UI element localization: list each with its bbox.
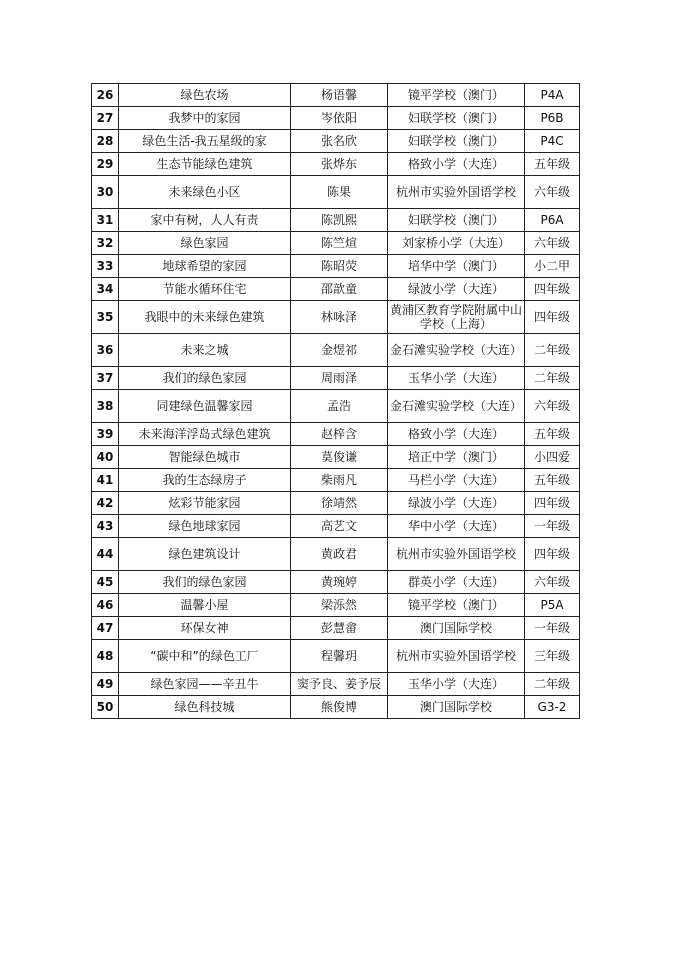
grade-cell: P4A	[525, 84, 580, 107]
row-number-cell: 46	[92, 594, 119, 617]
table-row	[92, 538, 580, 571]
author-cell: 熊俊博	[291, 696, 388, 719]
work-title-cell: 环保女神	[119, 617, 291, 640]
table-row	[92, 423, 580, 446]
row-number-cell: 32	[92, 232, 119, 255]
grade-cell: 六年级	[525, 571, 580, 594]
row-number-cell: 35	[92, 301, 119, 334]
author-cell: 岑依阳	[291, 107, 388, 130]
row-number-cell: 45	[92, 571, 119, 594]
author-cell: 徐靖然	[291, 492, 388, 515]
school-cell: 杭州市实验外国语学校	[388, 176, 525, 209]
table-row	[92, 571, 580, 594]
table-row	[92, 492, 580, 515]
work-title-cell: 绿色地球家园	[119, 515, 291, 538]
table-row	[92, 130, 580, 153]
school-cell: 华中小学（大连）	[388, 515, 525, 538]
author-cell: 梁泺然	[291, 594, 388, 617]
author-cell: 周雨泽	[291, 367, 388, 390]
school-cell: 澳门国际学校	[388, 617, 525, 640]
row-number-cell: 42	[92, 492, 119, 515]
row-number-cell: 28	[92, 130, 119, 153]
row-number-cell: 29	[92, 153, 119, 176]
school-cell: 格致小学（大连）	[388, 423, 525, 446]
row-number-cell: 38	[92, 390, 119, 423]
school-cell: 杭州市实验外国语学校	[388, 538, 525, 571]
table-row	[92, 446, 580, 469]
author-cell: 莫俊谦	[291, 446, 388, 469]
work-title-cell: 智能绿色城市	[119, 446, 291, 469]
author-cell: 邵歆童	[291, 278, 388, 301]
table-row	[92, 278, 580, 301]
school-cell: 金石滩实验学校（大连）	[388, 390, 525, 423]
work-title-cell: 未来绿色小区	[119, 176, 291, 209]
work-title-cell: 节能水循环住宅	[119, 278, 291, 301]
school-cell: 妇联学校（澳门）	[388, 107, 525, 130]
grade-cell: 三年级	[525, 640, 580, 673]
work-title-cell: 我的生态绿房子	[119, 469, 291, 492]
author-cell: 孟浩	[291, 390, 388, 423]
grade-cell: 六年级	[525, 390, 580, 423]
work-title-cell: 炫彩节能家园	[119, 492, 291, 515]
author-cell: 林咏泽	[291, 301, 388, 334]
grade-cell: 二年级	[525, 673, 580, 696]
school-cell: 培正中学（澳门）	[388, 446, 525, 469]
table-row	[92, 469, 580, 492]
work-title-cell: 温馨小屋	[119, 594, 291, 617]
work-title-cell: 绿色家园	[119, 232, 291, 255]
grade-cell: 六年级	[525, 176, 580, 209]
grade-cell: 五年级	[525, 423, 580, 446]
grade-cell: 小四爱	[525, 446, 580, 469]
award-list-table	[91, 83, 580, 719]
work-title-cell: 绿色家园——辛丑牛	[119, 673, 291, 696]
grade-cell: P6B	[525, 107, 580, 130]
author-cell: 张烨东	[291, 153, 388, 176]
table-row	[92, 640, 580, 673]
author-cell: 金煜祁	[291, 334, 388, 367]
table-row	[92, 84, 580, 107]
author-cell: 黄政君	[291, 538, 388, 571]
work-title-cell: 同建绿色温馨家园	[119, 390, 291, 423]
row-number-cell: 41	[92, 469, 119, 492]
row-number-cell: 36	[92, 334, 119, 367]
work-title-cell: 生态节能绿色建筑	[119, 153, 291, 176]
work-title-cell: 我们的绿色家园	[119, 367, 291, 390]
work-title-cell: 我梦中的家园	[119, 107, 291, 130]
grade-cell: G3-2	[525, 696, 580, 719]
author-cell: 张名欣	[291, 130, 388, 153]
school-cell: 妇联学校（澳门）	[388, 209, 525, 232]
table-row	[92, 153, 580, 176]
grade-cell: P4C	[525, 130, 580, 153]
table-row	[92, 176, 580, 209]
grade-cell: 二年级	[525, 334, 580, 367]
grade-cell: 小二甲	[525, 255, 580, 278]
school-cell: 群英小学（大连）	[388, 571, 525, 594]
grade-cell: 五年级	[525, 153, 580, 176]
row-number-cell: 40	[92, 446, 119, 469]
author-cell: 柴雨凡	[291, 469, 388, 492]
author-cell: 陈果	[291, 176, 388, 209]
author-cell: 黄琬婷	[291, 571, 388, 594]
author-cell: 赵梓含	[291, 423, 388, 446]
work-title-cell: “碳中和”的绿色工厂	[119, 640, 291, 673]
grade-cell: 五年级	[525, 469, 580, 492]
grade-cell: 四年级	[525, 301, 580, 334]
school-cell: 绿波小学（大连）	[388, 492, 525, 515]
work-title-cell: 绿色科技城	[119, 696, 291, 719]
school-cell: 镜平学校（澳门）	[388, 594, 525, 617]
school-cell: 妇联学校（澳门）	[388, 130, 525, 153]
grade-cell: 四年级	[525, 278, 580, 301]
table-row	[92, 617, 580, 640]
author-cell: 程馨玥	[291, 640, 388, 673]
table-row	[92, 232, 580, 255]
table-body	[92, 84, 580, 719]
row-number-cell: 49	[92, 673, 119, 696]
school-cell: 玉华小学（大连）	[388, 367, 525, 390]
author-cell: 窦予良、姜予辰	[291, 673, 388, 696]
author-cell: 杨语馨	[291, 84, 388, 107]
table-row	[92, 107, 580, 130]
grade-cell: 四年级	[525, 492, 580, 515]
row-number-cell: 43	[92, 515, 119, 538]
row-number-cell: 39	[92, 423, 119, 446]
work-title-cell: 我们的绿色家园	[119, 571, 291, 594]
work-title-cell: 我眼中的未来绿色建筑	[119, 301, 291, 334]
school-cell: 杭州市实验外国语学校	[388, 640, 525, 673]
work-title-cell: 未来之城	[119, 334, 291, 367]
row-number-cell: 48	[92, 640, 119, 673]
table-row	[92, 255, 580, 278]
row-number-cell: 44	[92, 538, 119, 571]
table-row	[92, 301, 580, 334]
school-cell: 黄浦区教育学院附属中山学校（上海）	[388, 301, 525, 334]
row-number-cell: 34	[92, 278, 119, 301]
row-number-cell: 27	[92, 107, 119, 130]
school-cell: 镜平学校（澳门）	[388, 84, 525, 107]
row-number-cell: 33	[92, 255, 119, 278]
grade-cell: P6A	[525, 209, 580, 232]
author-cell: 高艺文	[291, 515, 388, 538]
author-cell: 彭慧畲	[291, 617, 388, 640]
grade-cell: 一年级	[525, 617, 580, 640]
work-title-cell: 绿色农场	[119, 84, 291, 107]
row-number-cell: 31	[92, 209, 119, 232]
table-row	[92, 390, 580, 423]
school-cell: 绿波小学（大连）	[388, 278, 525, 301]
author-cell: 陈昭荧	[291, 255, 388, 278]
grade-cell: 二年级	[525, 367, 580, 390]
grade-cell: 一年级	[525, 515, 580, 538]
table-row	[92, 673, 580, 696]
work-title-cell: 绿色生活-我五星级的家	[119, 130, 291, 153]
grade-cell: 四年级	[525, 538, 580, 571]
school-cell: 玉华小学（大连）	[388, 673, 525, 696]
work-title-cell: 地球希望的家园	[119, 255, 291, 278]
table-row	[92, 334, 580, 367]
author-cell: 陈竺煊	[291, 232, 388, 255]
school-cell: 金石滩实验学校（大连）	[388, 334, 525, 367]
author-cell: 陈凯熙	[291, 209, 388, 232]
school-cell: 格致小学（大连）	[388, 153, 525, 176]
grade-cell: P5A	[525, 594, 580, 617]
school-cell: 刘家桥小学（大连）	[388, 232, 525, 255]
work-title-cell: 未来海洋浮岛式绿色建筑	[119, 423, 291, 446]
row-number-cell: 30	[92, 176, 119, 209]
row-number-cell: 47	[92, 617, 119, 640]
table-row	[92, 515, 580, 538]
table-row	[92, 367, 580, 390]
work-title-cell: 绿色建筑设计	[119, 538, 291, 571]
school-cell: 澳门国际学校	[388, 696, 525, 719]
row-number-cell: 50	[92, 696, 119, 719]
school-cell: 马栏小学（大连）	[388, 469, 525, 492]
row-number-cell: 37	[92, 367, 119, 390]
row-number-cell: 26	[92, 84, 119, 107]
table-row	[92, 594, 580, 617]
table-row	[92, 209, 580, 232]
grade-cell: 六年级	[525, 232, 580, 255]
table-row	[92, 696, 580, 719]
work-title-cell: 家中有树，人人有责	[119, 209, 291, 232]
school-cell: 培华中学（澳门）	[388, 255, 525, 278]
